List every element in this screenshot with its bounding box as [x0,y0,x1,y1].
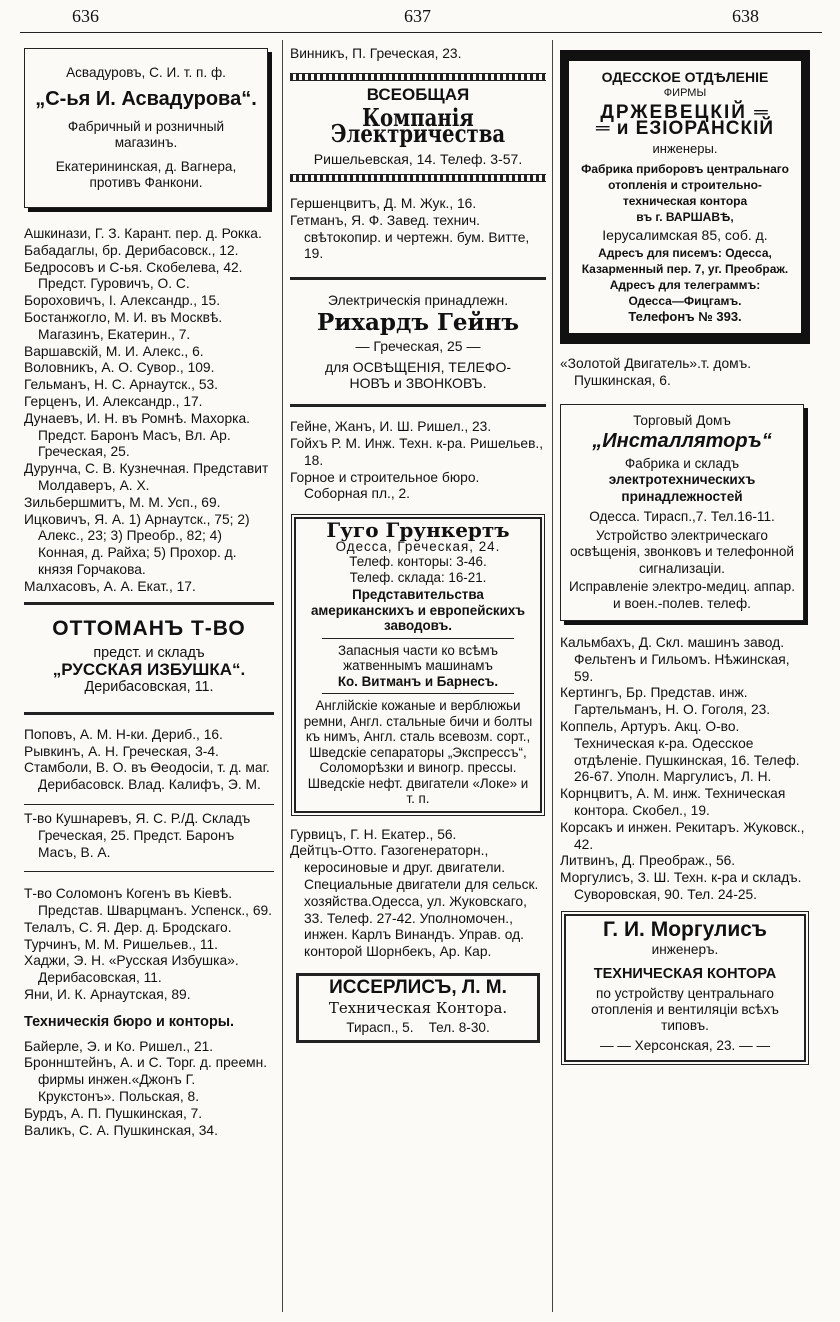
list-item: Поповъ, А. М. Н-ки. Дериб., 16. [24,726,223,742]
list-item: Рывкинъ, А. Н. Греческая, 3-4. [24,743,219,759]
list-item: Корнцвитъ, А. М. инж. Техническая контора. Скобел., 19. [560,786,786,819]
list-item: Гетманъ, Я. Ф. Завед. технич. свѣтокопир. и чертежн. бум. Витте, 19. [290,212,530,262]
page-number-right: 638 [732,6,759,26]
list-item: Дейтцъ-Отто. Газогенераторн., керосиновые и друг. двигатели. Специальные двигатели для сельск. хозяйства.Одесса, ул. Жуковскаго, 33. Телеф. 27-42. Уполномочен., инжен. Карлъ Винандъ. Управ. од. конторой Шорнбекъ, Ар. Кар. [290,843,539,960]
column-right [560,40,810,1314]
list-item: Гершенцвитъ, Д. М. Жук., 16. [290,195,477,211]
list-item: Корсакъ и инжен. Рекитаръ. Жуковск., 42. [560,819,805,852]
divider [24,712,274,715]
ornamental-rule [290,174,546,182]
list-item: Турчинъ, М. М. Ришельев., 11. [24,936,218,952]
page-number-center: 637 [404,6,431,26]
list-item: Гурвицъ, Г. Н. Екатер., 56. [290,826,457,842]
column-left [24,40,274,1314]
ad-grunkert: Гуго Грункертъ Одесса, Греческая, 24. Телеф. конторы: 3-46. Телеф. склада: 16-21. Представительства американскихъ и европейскихъ заводовъ. Запасныя части ко всѣмъ жатвеннымъ машинамъ Ко. Витманъ и Барнесъ. Англійскіе кожаные и верблюжьи ремни, Англ. стальные бичи и болты къ нимъ, Англ. сталь всевозм. сорт., Шведскіе сепараторы „Экспрессъ“, Соломорѣзки и виногр. прессы. Шведскіе нефт. двигатели «Локе» и т. п. [294,517,542,813]
divider [24,804,274,805]
header-rule [20,32,822,33]
list-item: Бостанжогло, М. И. въ Москвѣ. Магазинъ, Екатерин., 7. [24,309,223,342]
list-item: Винникъ, П. Греческая, 23. [290,46,462,61]
list-item: Ашкинази, Г. З. Карант. пер. д. Рокка. [24,226,262,241]
ad-ottoman: ОТТОМАНЪ Т-ВО предст. и складъ „РУССКАЯ ИЗБУШКА“. Дерибасовская, 11. [52,616,246,695]
ad-vseobshchaya: ВСЕОБЩАЯ Компанія Электричества Ришельевская, 14. Телеф. 3-57. [313,84,523,168]
list-item: Дурунча, С. В. Кузнечная. Представит Молдаверъ, А. Х. [24,461,269,493]
section-title: Техническія бюро и конторы. [24,1013,235,1030]
list-item: Бедросовъ и С-ья. Скобелева, 42. Предст. Гуровичъ, О. С. [24,259,243,292]
divider [290,404,546,407]
ad-asvadurov: Асвадуровъ, С. И. т. п. ф. „С-ья И. Асвадурова“. Фабричный и розничный магазинъ. Екатерининская, д. Вагнера, противъ Фанкони. [24,48,268,208]
column-divider [552,40,553,1312]
page-number-left: 636 [72,6,99,26]
list-item: Дунаевъ, И. Н. въ Ромнѣ. Махорка. Предст. Баронъ Масъ, Вл. Ар. Греческая, 25. [24,410,250,460]
list-item: Т-во Соломонъ Когенъ въ Кіевѣ. Представ. Шварцманъ. Успенск., 69. [24,886,272,919]
ad-drzhevetsky: ОДЕССКОЕ ОТДѢЛЕНІЕ ФИРМЫ ДРЖЕВЕЦКІЙ ═ ═ и ЕЗІОРАНСКІЙ инженеры. Фабрика приборовъ центральнаго отопленія и строительно-техническая контора въ г. ВАРШАВѢ, Іерусалимская 85, соб. д. Адресъ для писемъ: Одесса, Казарменный пер. 7, уг. Преображ. Адресъ для телеграммъ: Одесса—Фицгамъ. Телефонъ № 393. [560,50,810,344]
divider [24,602,274,605]
list-item: Гойхъ Р. М. Инж. Техн. к-ра. Ришельев., 18. [290,435,544,468]
list-item: Малхасовъ, А. А. Екат., 17. [24,578,196,594]
list-item: Воловникъ, А. О. Сувор., 109. [24,360,215,376]
list-item: Зильбершмитъ, М. М. Усп., 69. [24,494,221,510]
divider [24,871,274,872]
list-item: Гейне, Жанъ, И. Ш. Ришел., 23. [290,419,492,435]
list-item: Литвинъ, Д. Преображ., 56. [560,853,736,869]
ad-heyn: Электрическія принадлежн. Рихардъ Гейнъ — Греческая, 25 — для ОСВѢЩЕНІЯ, ТЕЛЕФО- НОВЪ и ЗВОНКОВЪ. [316,292,520,392]
ad-isserlis: ИССЕРЛИСЪ, Л. М. Техническая Контора. Тирасп., 5. Тел. 8-30. [296,973,540,1043]
list-item: Бурдъ, А. П. Пушкинская, 7. [24,1105,203,1121]
list-item: Байерле, Э. и Ко. Ришел., 21. [24,1038,214,1054]
entries-list [24,226,274,596]
list-item: Телалъ, С. Я. Дер. д. Бродскаго. [24,919,232,935]
list-item: Кертингъ, Бр. Представ. инж. Гартельманъ, Н. О. Гоголя, 23. [560,685,771,718]
list-item: «Золотой Двигатель».т. домъ. Пушкинская, 6. [560,356,752,388]
list-item: Горное и строительное бюро. Соборная пл., 2. [290,469,480,502]
ad-morgulis: Г. И. Моргулисъ инженеръ. ТЕХНИЧЕСКАЯ КОНТОРА по устройству центральнаго отопленія и вентиляціи всѣхъ типовъ. — — Херсонская, 23. — — [564,914,806,1062]
list-item: Хаджи, Э. Н. «Русская Избушка». Дерибасовская, 11. [24,953,239,986]
column-middle [290,40,546,1314]
ornamental-rule [290,73,546,81]
list-item: Моргулисъ, З. Ш. Техн. к-ра и складъ. Суворовская, 90. Тел. 24-25. [560,870,802,903]
list-item: Бабадаглы, бр. Дерибасовск., 12. [24,242,239,258]
list-item: Герценъ, И. Александр., 17. [24,393,203,409]
list-item: Яни, И. К. Арнаутская, 89. [24,987,191,1003]
list-item: Ицковичъ, Я. А. 1) Арнаутск., 75; 2) Алекс., 23; 3) Преобр., 82; 4) Конная, д. Райха; 5) Прохор. д. князя Горчакова. [24,511,250,577]
list-item: Стамболи, В. О. въ Өеодосіи, т. д. маг. Дерибасовск. Влад. Калифъ, Э. М. [24,760,270,793]
list-item: Кальмбахъ, Д. Скл. машинъ завод. Фельтенъ и Гильомъ. Нѣжинская, 59. [560,635,790,684]
list-item: Варшавскій, М. И. Алекс., 6. [24,343,204,359]
list-item: Валикъ, С. А. Пушкинская, 34. [24,1122,218,1138]
divider [290,277,546,280]
list-item: Коппель, Артуръ. Акц. О-во. Техническая к-ра. Одесское отдѣленіе. Пушкинская, 16. Телеф. 26-67. Уполн. Маргулисъ, Л. Н. [560,719,800,785]
list-item: Гельманъ, Н. С. Арнаутск., 53. [24,377,219,393]
list-item: Бороховичъ, І. Александр., 15. [24,293,221,309]
list-item: Т-во Кушнаревъ, Я. С. Р./Д. Складъ Греческая, 25. Предст. Баронъ Масъ, В. А. [24,810,251,860]
column-divider [282,40,283,1312]
list-item: Броннштейнъ, А. и С. Торг. д. преемн. фирмы инжен.«Джонъ Г. Крукстонъ». Польская, 8. [24,1055,268,1105]
ad-installyator: Торговый Домъ „Инсталляторъ“ Фабрика и складъ электротехническихъ принадлежностей Одесса. Тирасп.,7. Тел.16-11. Устройство электрическаго освѣщенія, звонковъ и телефонной сигнализаціи. Исправленіе электро-медиц. аппар. и воен.-полев. телеф. [560,404,804,622]
